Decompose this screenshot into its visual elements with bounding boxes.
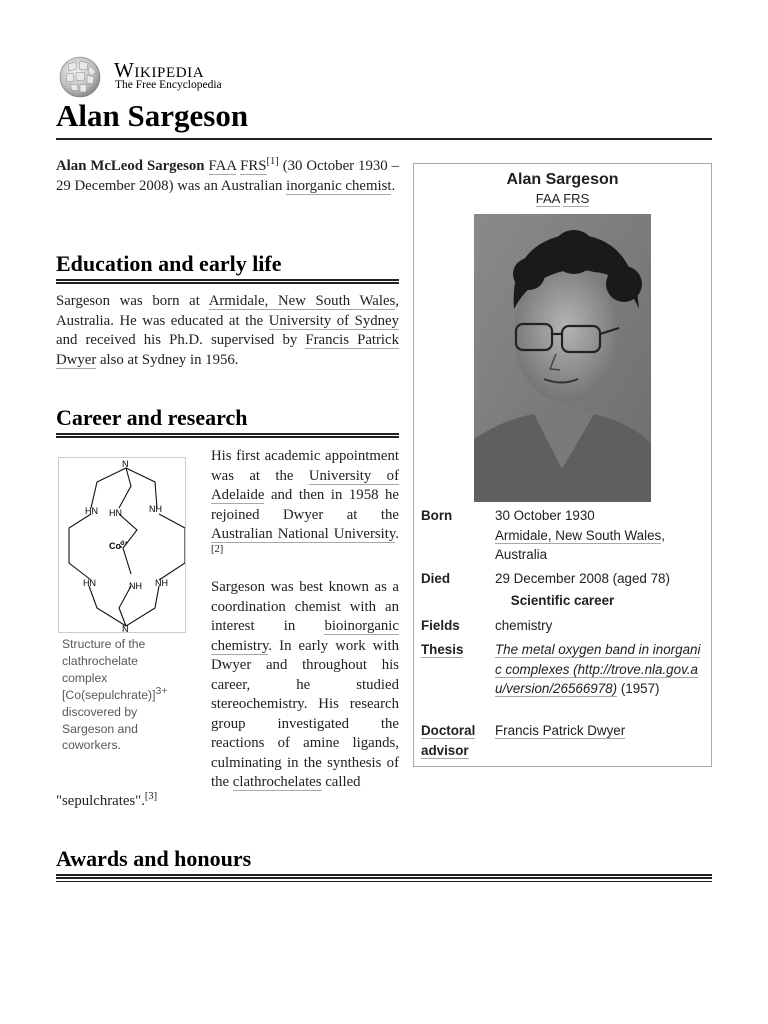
anu-link[interactable]: Australian National University bbox=[211, 526, 396, 542]
infobox-armidale-link[interactable]: Armidale, New South Wales bbox=[495, 527, 662, 543]
career-paragraph-2 bbox=[211, 578, 399, 793]
education-paragraph bbox=[56, 292, 399, 370]
advisor-label[interactable] bbox=[421, 721, 487, 760]
university-of-adelaide-link[interactable]: University of Adelaide bbox=[211, 467, 399, 503]
wikipedia-globe-icon bbox=[56, 54, 104, 98]
heading-education-rule bbox=[56, 279, 399, 284]
awards-underline bbox=[56, 881, 712, 882]
heading-career-rule bbox=[56, 433, 399, 438]
thesis-title: The metal oxygen band in inorganic complexes (http://trove.nla.gov.au/version/26566978) bbox=[495, 642, 701, 696]
structure-label-nh-right-bottom: NH bbox=[155, 578, 168, 588]
career-paragraph-1 bbox=[211, 447, 399, 564]
career-p2-tail-text: "sepulchrates". bbox=[56, 793, 145, 809]
thesis-label-link[interactable]: Thesis bbox=[421, 642, 464, 657]
wikipedia-logo[interactable] bbox=[56, 54, 256, 98]
clathrochelates-link[interactable]: clathrochelates bbox=[232, 774, 322, 790]
thesis-title-link[interactable] bbox=[495, 642, 700, 697]
born-date: 30 October 1930 bbox=[495, 508, 595, 523]
inorganic-chemist-link[interactable]: inorganic chemist bbox=[286, 177, 392, 194]
born-country: , Australia bbox=[495, 527, 665, 562]
heading-awards: Awards and honours bbox=[56, 846, 252, 871]
career-p2-text-1: Sargeson was best known as a coordination chemist with an interest in bbox=[211, 579, 399, 634]
figure-caption-text-2: discovered by Sargeson and coworkers. bbox=[62, 704, 138, 753]
infobox-postnominals bbox=[414, 191, 711, 206]
infobox-title: Alan Sargeson bbox=[506, 171, 619, 188]
fields-value: chemistry bbox=[495, 618, 553, 633]
reference-3[interactable] bbox=[145, 791, 157, 802]
francis-patrick-dwyer-link[interactable]: Francis Patrick Dwyer bbox=[56, 332, 400, 368]
born-label: Born bbox=[421, 508, 453, 523]
faa-link[interactable]: FAA bbox=[208, 158, 237, 174]
sepulchrate-structure-diagram bbox=[59, 458, 185, 632]
university-of-sydney-link[interactable]: University of Sydney bbox=[268, 312, 399, 329]
reference-2[interactable] bbox=[211, 544, 223, 555]
subject-name: Alan McLeod Sargeson bbox=[56, 158, 205, 174]
heading-career: Career and research bbox=[56, 405, 248, 430]
structure-label-hn-left-top: HN bbox=[85, 506, 98, 516]
reference-3-link[interactable]: [3] bbox=[144, 791, 158, 803]
infobox-frs-link[interactable]: FRS bbox=[563, 191, 590, 206]
career-p2-text-3: called bbox=[321, 774, 361, 790]
frs-link[interactable]: FRS bbox=[240, 158, 267, 174]
advisor-value bbox=[495, 721, 707, 741]
infobox-dwyer-link[interactable]: Francis Patrick Dwyer bbox=[495, 723, 626, 738]
education-text-4: also at Sydney in 1956. bbox=[96, 351, 239, 368]
structure-label-hn-center-top: HN bbox=[109, 508, 122, 518]
figure-caption-text-1: Structure of the clathrochelate complex [Co(sepulchrate)] bbox=[62, 637, 156, 702]
career-p2-text-2: . In early work with Dwyer and throughout his career, he studied stereochemistry. His research group investigated the reactions of amine ligands, culminating in the synthesis of the bbox=[211, 637, 399, 790]
armidale-link[interactable]: Armidale, New South Wales bbox=[208, 293, 396, 309]
infobox bbox=[413, 163, 712, 767]
thesis-value bbox=[495, 640, 707, 699]
reference-2-link[interactable]: [2] bbox=[211, 543, 224, 555]
lead-text-2: . bbox=[391, 177, 396, 194]
bioinorganic-chemistry-link[interactable]: bioinorganic chemistry bbox=[211, 618, 399, 654]
fields-label: Fields bbox=[421, 618, 460, 633]
thesis-label[interactable] bbox=[421, 640, 463, 660]
thesis-year: (1957) bbox=[617, 681, 660, 696]
heading-awards-rule bbox=[56, 874, 712, 879]
reference-1-link[interactable]: [1] bbox=[266, 156, 279, 168]
career-p1-text-1: His first academic appointment was at the bbox=[211, 448, 399, 484]
lead-paragraph bbox=[56, 157, 399, 196]
education-text-2: , Australia. He was educated at the bbox=[56, 293, 399, 329]
structure-label-nh-right-top: NH bbox=[149, 504, 162, 514]
wikipedia-tagline: The Free Encyclopedia bbox=[115, 79, 222, 91]
education-text-3: and received his Ph.D. supervised by bbox=[56, 332, 306, 348]
died-value: 29 December 2008 (aged 78) bbox=[495, 571, 670, 586]
sepulchrate-structure-figure[interactable] bbox=[58, 457, 186, 633]
career-p1-text-3: . bbox=[395, 526, 399, 542]
education-text-1: Sargeson was born at bbox=[56, 293, 209, 309]
figure-caption-sup: 3+ bbox=[155, 684, 168, 697]
structure-label-hn-left-bottom: HN bbox=[83, 578, 96, 588]
portrait-photo[interactable] bbox=[474, 214, 651, 502]
died-label: Died bbox=[421, 571, 451, 586]
structure-label-nh-center-bottom: NH bbox=[129, 581, 142, 591]
career-p1-text-2: and then in 1958 he rejoined Dwyer at the bbox=[211, 487, 399, 523]
doctoral-advisor-link[interactable]: Doctoral advisor bbox=[421, 723, 476, 758]
wikipedia-wordmark: Wikipedia bbox=[114, 58, 205, 82]
figure-caption bbox=[62, 636, 184, 754]
born-value bbox=[495, 506, 707, 565]
lead-text-1: (30 October 1930 – 29 December 2008) was an Australian bbox=[56, 158, 400, 194]
infobox-faa-link[interactable]: FAA bbox=[535, 191, 560, 206]
structure-label-n-top: N bbox=[122, 459, 129, 469]
structure-label-n-bottom: N bbox=[122, 624, 129, 632]
career-paragraph-2-tail bbox=[56, 792, 256, 812]
infobox-scientific-career-heading: Scientific career bbox=[510, 593, 615, 608]
structure-label-co: $Co^{3+}$ bbox=[109, 541, 128, 551]
reference-1[interactable] bbox=[267, 156, 279, 167]
heading-education: Education and early life bbox=[56, 251, 282, 276]
page-title: Alan Sargeson bbox=[56, 96, 712, 140]
